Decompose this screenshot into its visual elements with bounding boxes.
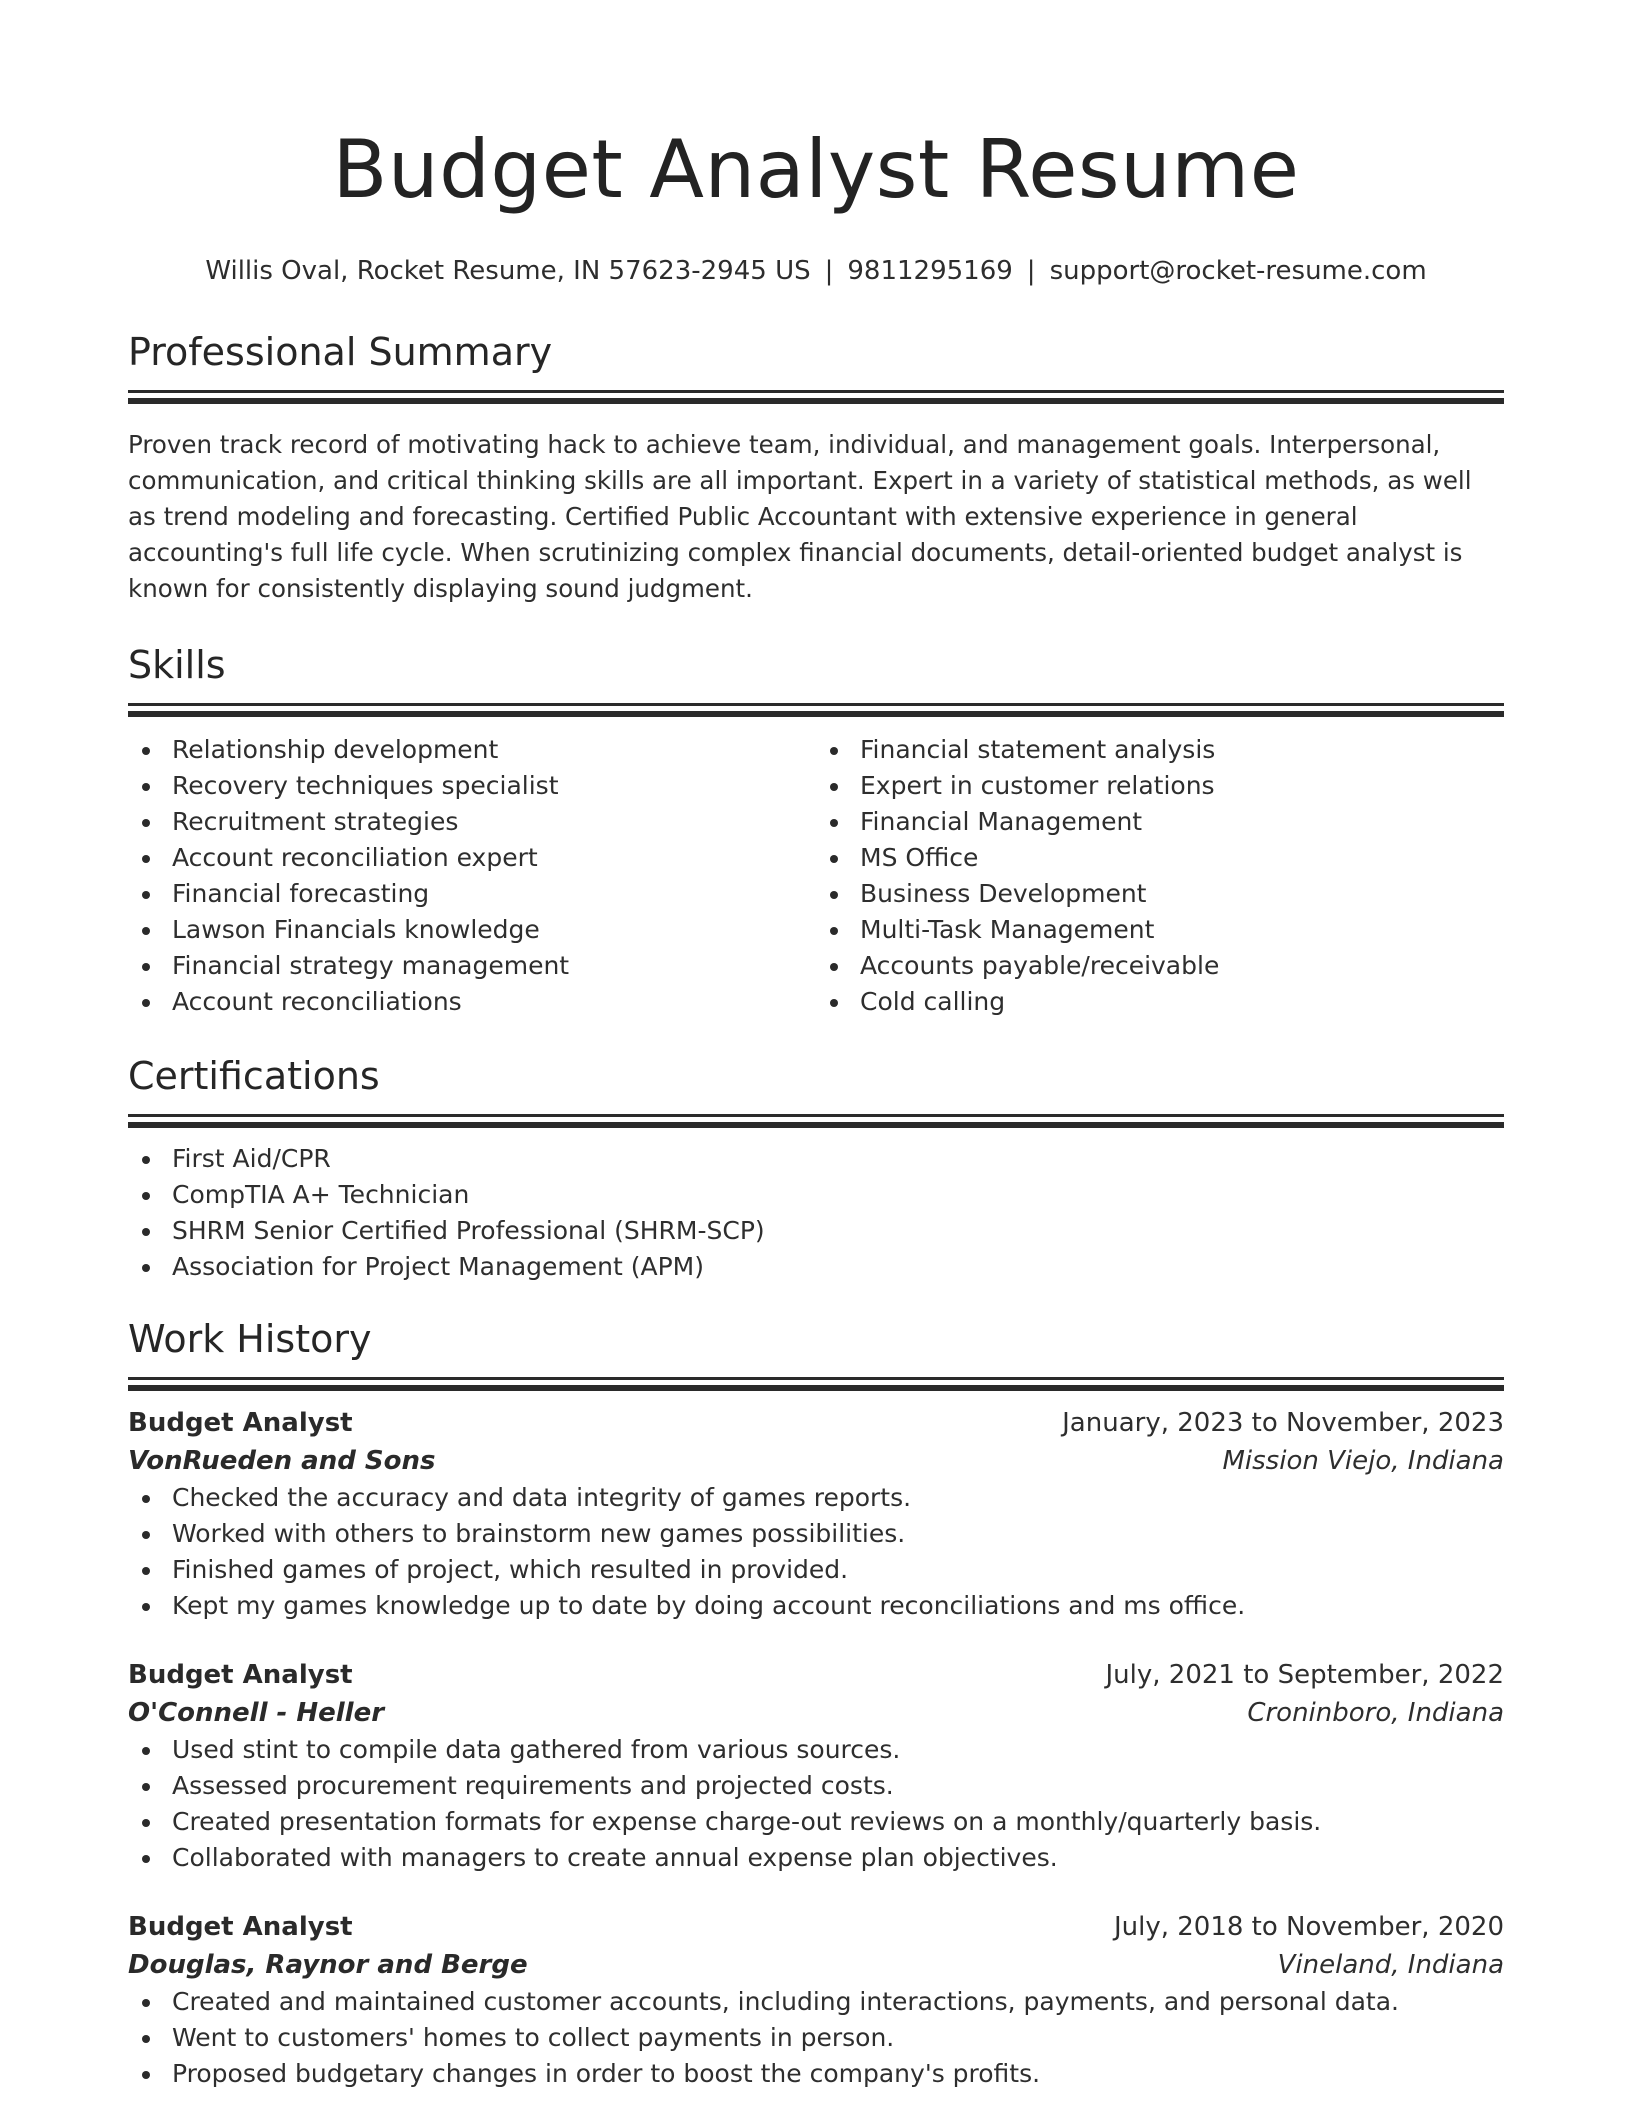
resume-title: Budget Analyst Resume xyxy=(332,123,1300,216)
job-company: VonRueden and Sons xyxy=(128,1446,436,1476)
certification-item: SHRM Senior Certified Professional (SHRM-SCP) xyxy=(128,1213,1504,1249)
job-header xyxy=(128,1908,1504,1946)
skill-item: Accounts payable/receivable xyxy=(816,948,1504,984)
job-header xyxy=(128,1656,1504,1694)
skill-item: Account reconciliation expert xyxy=(128,840,816,876)
job-bullet: Collaborated with managers to create annual expense plan objectives. xyxy=(128,1840,1504,1876)
summary-text: Proven track record of motivating hack to achieve team, individual, and management goals. Interpersonal, communication, and critical thinking skills are all important. Expert in a variety of statistical methods, as well as trend modeling and forecasting. Certified Public Accountant with extensive experience in general accounting's full life cycle. When scrutinizing complex financial documents, detail-oriented budget analyst is known for consistently displaying sound judgment. xyxy=(128,430,1472,603)
job-title: Budget Analyst xyxy=(128,1912,353,1942)
job-bullet: Proposed budgetary changes in order to boost the company's profits. xyxy=(128,2056,1504,2092)
work-history-section xyxy=(128,1315,1504,2092)
section-heading: Certifications xyxy=(128,1054,380,1098)
section-divider xyxy=(128,703,1504,706)
skill-item: Expert in customer relations xyxy=(816,768,1504,804)
job-bullet: Assessed procurement requirements and projected costs. xyxy=(128,1768,1504,1804)
section-heading: Skills xyxy=(128,643,226,687)
certifications-list xyxy=(128,1141,1504,1285)
job-bullet: Went to customers' homes to collect payments in person. xyxy=(128,2020,1504,2056)
job-bullet: Created and maintained customer accounts, including interactions, payments, and personal data. xyxy=(128,1984,1504,2020)
job-company: O'Connell - Heller xyxy=(128,1698,385,1728)
job-bullets xyxy=(128,1480,1504,1624)
section-heading: Work History xyxy=(128,1317,372,1361)
job-bullet: Created presentation formats for expense charge-out reviews on a monthly/quarterly basis. xyxy=(128,1804,1504,1840)
job-bullets xyxy=(128,1732,1504,1876)
skill-item: Financial forecasting xyxy=(128,876,816,912)
skill-item: Multi-Task Management xyxy=(816,912,1504,948)
contact-line xyxy=(128,254,1504,288)
skill-item: Cold calling xyxy=(816,984,1504,1020)
job-subheader xyxy=(128,1442,1504,1480)
skill-item: MS Office xyxy=(816,840,1504,876)
job-company: Douglas, Raynor and Berge xyxy=(128,1950,528,1980)
job-dates: July, 2021 to September, 2022 xyxy=(1105,1660,1504,1690)
job-bullet: Kept my games knowledge up to date by doing account reconciliations and ms office. xyxy=(128,1588,1504,1624)
job-entry xyxy=(128,1656,1504,1876)
job-subheader xyxy=(128,1694,1504,1732)
job-location: Croninboro, Indiana xyxy=(1247,1698,1504,1728)
skill-item: Business Development xyxy=(816,876,1504,912)
skills-grid xyxy=(128,732,1504,1020)
skill-item: Financial strategy management xyxy=(128,948,816,984)
certification-item: CompTIA A+ Technician xyxy=(128,1177,1504,1213)
phone: 9811295169 xyxy=(847,256,1013,286)
email: support@rocket-resume.com xyxy=(1049,256,1427,286)
job-bullet: Used stint to compile data gathered from various sources. xyxy=(128,1732,1504,1768)
separator: | xyxy=(1026,256,1036,286)
job-location: Vineland, Indiana xyxy=(1277,1950,1504,1980)
skill-item: Financial Management xyxy=(816,804,1504,840)
section-heading: Professional Summary xyxy=(128,330,553,374)
skill-item: Financial statement analysis xyxy=(816,732,1504,768)
skills-list-right xyxy=(816,732,1504,1020)
skill-item: Recovery techniques specialist xyxy=(128,768,816,804)
section-divider xyxy=(128,390,1504,393)
section-divider xyxy=(128,1377,1504,1380)
job-bullet: Finished games of project, which resulted in provided. xyxy=(128,1552,1504,1588)
job-subheader xyxy=(128,1946,1504,1984)
skills-section xyxy=(128,641,1504,1020)
skill-item: Relationship development xyxy=(128,732,816,768)
summary-section xyxy=(128,328,1504,607)
job-header xyxy=(128,1404,1504,1442)
address: Willis Oval, Rocket Resume, IN 57623-2945 US xyxy=(205,256,811,286)
job-title: Budget Analyst xyxy=(128,1660,353,1690)
skill-item: Account reconciliations xyxy=(128,984,816,1020)
job-dates: July, 2018 to November, 2020 xyxy=(1113,1912,1504,1942)
job-entry xyxy=(128,1404,1504,1624)
certification-item: First Aid/CPR xyxy=(128,1141,1504,1177)
job-bullet: Checked the accuracy and data integrity of games reports. xyxy=(128,1480,1504,1516)
job-dates: January, 2023 to November, 2023 xyxy=(1062,1408,1504,1438)
job-location: Mission Viejo, Indiana xyxy=(1222,1446,1504,1476)
certifications-section xyxy=(128,1052,1504,1285)
certification-item: Association for Project Management (APM) xyxy=(128,1249,1504,1285)
skill-item: Recruitment strategies xyxy=(128,804,816,840)
skills-list-left xyxy=(128,732,816,1020)
job-entry xyxy=(128,1908,1504,2092)
job-title: Budget Analyst xyxy=(128,1408,353,1438)
job-bullets xyxy=(128,1984,1504,2092)
job-bullet: Worked with others to brainstorm new games possibilities. xyxy=(128,1516,1504,1552)
separator: | xyxy=(824,256,834,286)
section-divider xyxy=(128,1114,1504,1117)
skill-item: Lawson Financials knowledge xyxy=(128,912,816,948)
